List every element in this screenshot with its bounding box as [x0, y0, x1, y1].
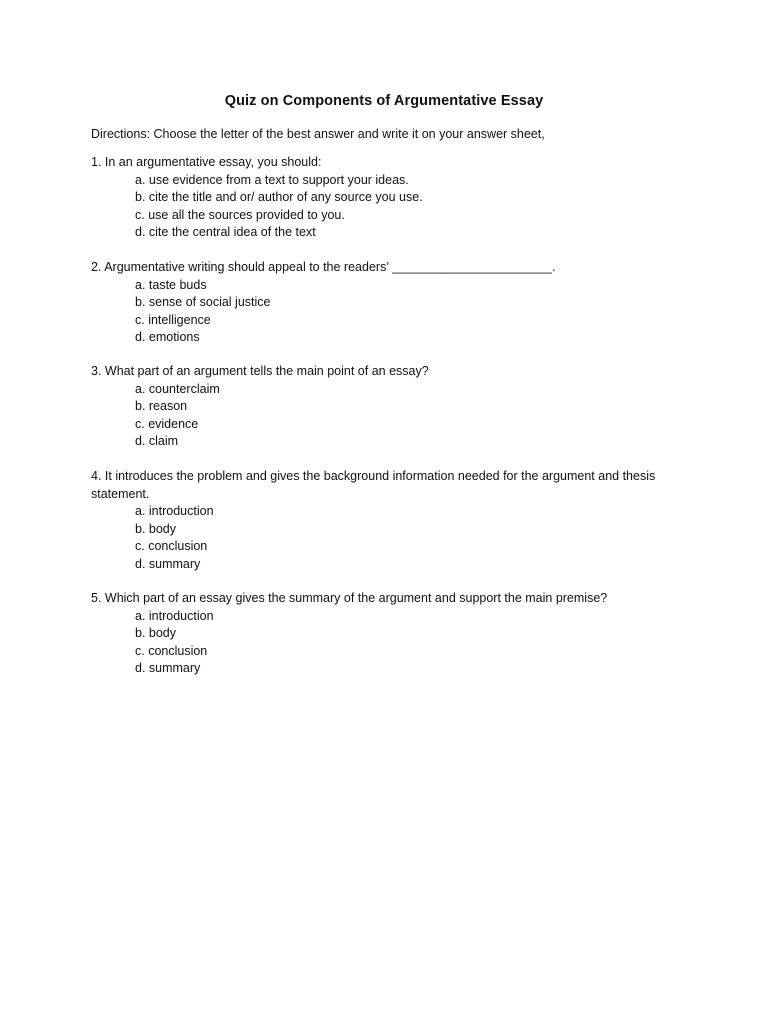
option-c: c. use all the sources provided to you.: [135, 207, 345, 222]
option-b: b. body: [135, 521, 177, 536]
option-b: b. body: [135, 626, 177, 640]
option-d: d. claim: [135, 434, 179, 448]
option-b: b. cite the title and or/ author of any source you use.: [135, 190, 423, 204]
option-list: [91, 277, 691, 347]
question-1: [91, 154, 691, 242]
question-text: 4. It introduces the problem and gives the background information needed for the argument and thesis statement.: [91, 469, 656, 501]
question-text: 3. What part of an argument tells the main point of an essay?: [91, 364, 429, 378]
option-a: a. use evidence from a text to support your ideas.: [135, 172, 409, 187]
question-2: [91, 259, 691, 347]
question-3: [91, 363, 691, 451]
question-4: [91, 468, 691, 573]
directions-text: Directions: Choose the letter of the best answer and write it on your answer sheet,: [91, 127, 545, 141]
option-a: a. counterclaim: [135, 381, 220, 396]
option-c: c. intelligence: [135, 312, 211, 327]
question-text: 5. Which part of an essay gives the summary of the argument and support the main premise?: [91, 591, 608, 605]
option-list: [91, 503, 691, 573]
option-a: a. introduction: [135, 504, 214, 518]
option-c: c. conclusion: [135, 539, 208, 553]
option-d: d. emotions: [135, 330, 200, 344]
quiz-title: Quiz on Components of Argumentative Essay: [224, 93, 544, 109]
option-c: c. conclusion: [135, 643, 208, 658]
option-d: d. summary: [135, 661, 201, 675]
option-d: d. summary: [135, 556, 201, 571]
option-a: a. taste buds: [135, 277, 207, 292]
option-b: b. reason: [135, 399, 188, 413]
option-b: b. sense of social justice: [135, 295, 271, 309]
question-text: 2. Argumentative writing should appeal to the readers’ _______________________.: [91, 260, 556, 274]
option-c: c. evidence: [135, 416, 199, 431]
question-5: [91, 590, 691, 678]
question-text: 1. In an argumentative essay, you should:: [91, 155, 322, 169]
option-list: [91, 608, 691, 678]
option-list: [91, 381, 691, 451]
option-a: a. introduction: [135, 608, 214, 623]
option-d: d. cite the central idea of the text: [135, 225, 316, 239]
option-list: [91, 172, 691, 242]
